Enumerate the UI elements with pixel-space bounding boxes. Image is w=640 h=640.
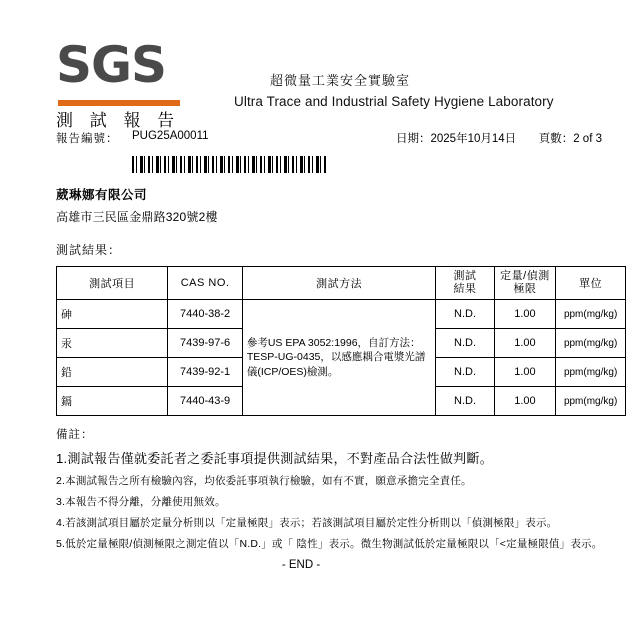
barcode-image xyxy=(132,156,328,173)
cell-test-result: N.D. xyxy=(436,329,494,358)
cell-test-method: 參考US EPA 3052:1996，自訂方法：TESP-UG-0435，以感應耦合電漿光譜儀(ICP/OES)檢測。 xyxy=(242,300,436,416)
table-header-row xyxy=(57,267,626,300)
cell-test-item: 鉛 xyxy=(57,358,168,387)
results-table xyxy=(56,266,626,416)
cell-test-item: 鎘 xyxy=(57,387,168,416)
header-detection-limit xyxy=(494,267,556,300)
report-number-label: 報告編號： xyxy=(56,133,119,145)
header-unit: 單位 xyxy=(556,267,626,300)
table-row xyxy=(57,300,626,329)
cell-test-result: N.D. xyxy=(436,358,494,387)
client-block xyxy=(56,185,606,225)
page-title: 測 試 報 告 xyxy=(56,111,181,130)
cell-test-item: 砷 xyxy=(57,300,168,329)
remarks-section xyxy=(56,426,606,571)
header-detection-limit-line1: 定量/偵測 xyxy=(500,270,550,283)
header-test-method: 測試方法 xyxy=(242,267,436,300)
client-address: 高雄市三民區金鼎路320號2樓 xyxy=(56,210,218,224)
remark-item: 3.本報告不得分離，分離使用無效。 xyxy=(56,496,226,508)
laboratory-name-en: Ultra Trace and Industrial Safety Hygiene Laboratory xyxy=(234,94,554,109)
cell-cas-no: 7440-38-2 xyxy=(168,300,243,329)
page-count: 頁數：2 of 3 xyxy=(538,133,602,145)
cell-test-result: N.D. xyxy=(436,300,494,329)
cell-test-result: N.D. xyxy=(436,387,494,416)
remark-item: 2.本測試報告之所有檢驗內容，均依委託事項執行檢驗，如有不實，願意承擔完全責任。 xyxy=(56,475,472,487)
header-test-result-line2: 結果 xyxy=(453,283,477,295)
cell-detection-limit: 1.00 xyxy=(494,387,556,416)
cell-detection-limit: 1.00 xyxy=(494,300,556,329)
remark-item: 1.測試報告僅就委託者之委託事項提供測試結果，不對產品合法性做判斷。 xyxy=(56,451,494,466)
header-test-result-line1: 測試 xyxy=(453,270,477,283)
remarks-title: 備註： xyxy=(56,429,94,441)
laboratory-name-block xyxy=(234,70,634,109)
remark-item: 4.若該測試項目屬於定量分析則以「定量極限」表示；若該測試項目屬於定性分析則以「偵測極限」表示。 xyxy=(56,517,558,529)
cell-unit: ppm(mg/kg) xyxy=(556,358,626,387)
end-marker: - END - xyxy=(281,559,321,571)
laboratory-name-cn: 超微量工業安全實驗室 xyxy=(270,73,411,88)
cell-cas-no: 7439-97-6 xyxy=(168,329,243,358)
header-cas-no: CAS NO. xyxy=(168,267,243,300)
remark-item: 5.低於定量極限/偵測極限之測定值以「N.D.」或「 陰性」表示。微生物測試低於定量極限以「<定量極限值」表示。 xyxy=(56,538,603,550)
header-test-item: 測試項目 xyxy=(57,267,168,300)
results-section-label: 測試結果： xyxy=(56,243,122,257)
report-header xyxy=(34,28,606,130)
cell-cas-no: 7439-92-1 xyxy=(168,358,243,387)
cell-cas-no: 7440-43-9 xyxy=(168,387,243,416)
header-detection-limit-line2: 極限 xyxy=(513,283,537,295)
report-meta xyxy=(34,130,606,150)
cell-unit: ppm(mg/kg) xyxy=(556,387,626,416)
cell-unit: ppm(mg/kg) xyxy=(556,300,626,329)
report-date: 日期：2025年10月14日 xyxy=(396,133,517,145)
cell-test-item: 汞 xyxy=(57,329,168,358)
sgs-logo: SGS xyxy=(56,36,167,94)
report-number-value: PUG25A00011 xyxy=(132,130,209,142)
header-test-result xyxy=(436,267,494,300)
cell-detection-limit: 1.00 xyxy=(494,329,556,358)
client-name: 葳琳娜有限公司 xyxy=(56,188,148,202)
cell-detection-limit: 1.00 xyxy=(494,358,556,387)
cell-unit: ppm(mg/kg) xyxy=(556,329,626,358)
